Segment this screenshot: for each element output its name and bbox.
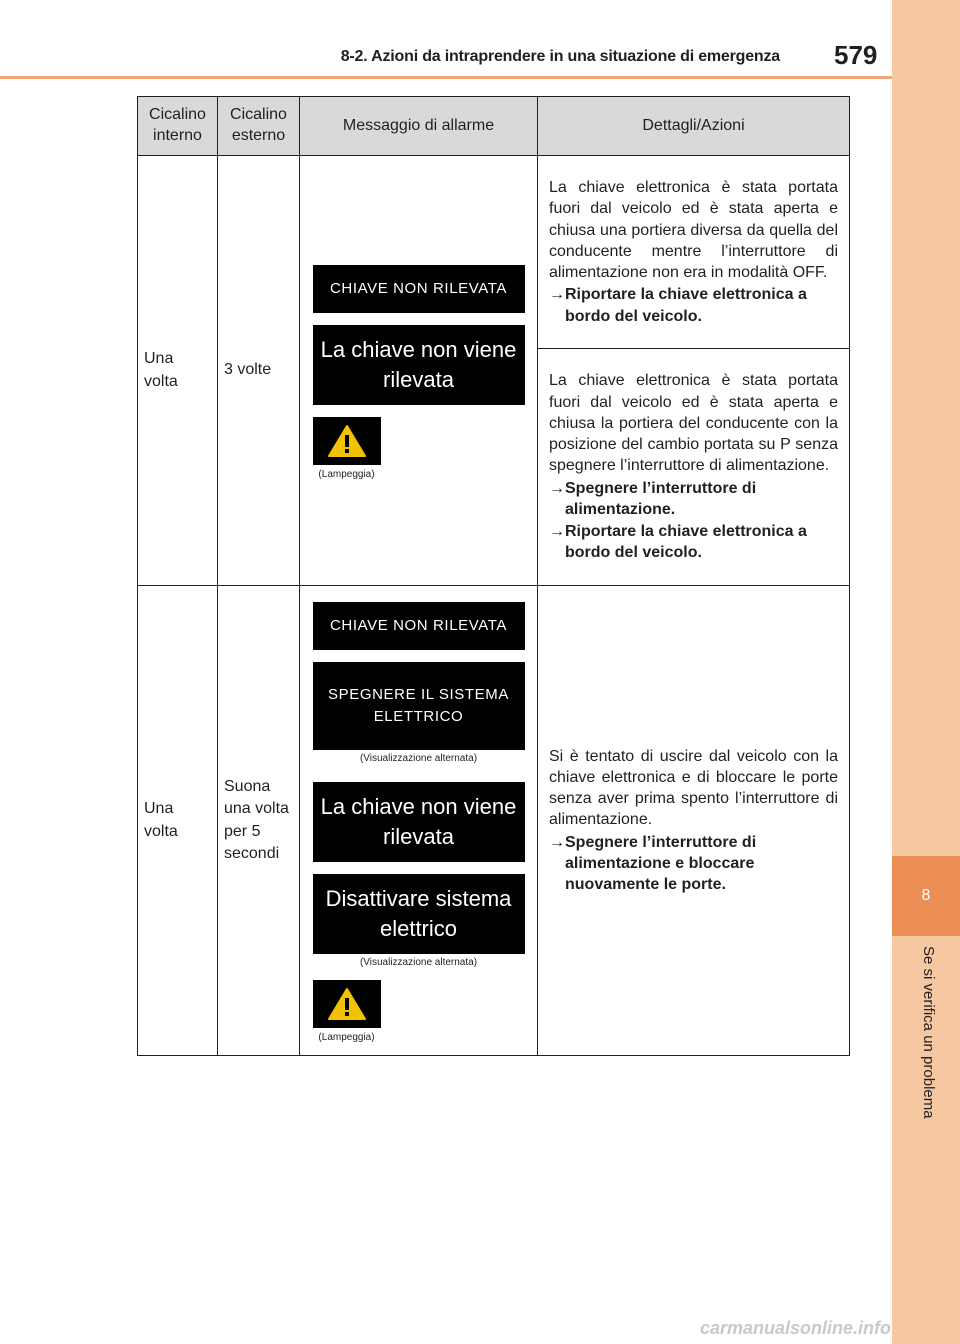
message-cell — [300, 156, 538, 586]
action-item — [549, 478, 838, 521]
blink-caption: (Lampeggia) — [318, 1032, 375, 1043]
col-header-internal: Cicalino interno — [138, 97, 218, 156]
message-cell — [300, 586, 538, 1056]
display-chiave-non-viene-rilevata: La chiave non viene rilevata — [313, 782, 525, 862]
display-spegnere-sistema: SPEGNERE IL SISTEMA ELETTRICO — [313, 662, 525, 750]
detail-text: Si è tentato di uscire dal veicolo con la chiave elettronica e di bloccare le porte senza aver prima spento l’interruttore di alimentazione. — [549, 747, 838, 829]
display-chiave-non-viene-rilevata: La chiave non viene rilevata — [313, 325, 525, 405]
arrow-icon: → — [549, 479, 565, 497]
alternate-display-caption: (Visualizzazione alternata) — [359, 957, 478, 968]
chapter-label: Se si verifica un problema — [920, 946, 937, 1119]
header-title: 8-2. Azioni da intraprendere in una situazione di emergenza — [340, 48, 780, 65]
header-rule — [0, 76, 892, 79]
alarm-table — [137, 96, 850, 1056]
page-number: 579 — [834, 40, 878, 70]
alarm-table-container — [137, 96, 849, 1056]
detail-cell — [538, 156, 850, 349]
internal-buzzer-cell: Una volta — [138, 586, 218, 1056]
warning-triangle-icon — [313, 980, 381, 1028]
col-header-details: Dettagli/Azioni — [538, 97, 850, 156]
table-header-row — [138, 97, 850, 156]
table-row — [138, 156, 850, 349]
col-header-external: Cicalino esterno — [218, 97, 300, 156]
chapter-tab[interactable]: 8 — [892, 856, 960, 936]
external-buzzer-cell: Suona una volta per 5 secondi — [218, 586, 300, 1056]
display-chiave-non-rilevata: CHIAVE NON RILEVATA — [313, 265, 525, 313]
detail-cell — [538, 586, 850, 1056]
arrow-icon: → — [549, 523, 565, 541]
detail-cell — [538, 349, 850, 586]
blink-caption: (Lampeggia) — [318, 469, 375, 480]
display-disattivare-sistema: Disattivare sistema elettrico — [313, 874, 525, 954]
arrow-icon: → — [549, 833, 565, 851]
arrow-icon: → — [549, 286, 565, 304]
action-text: Spegnere l’interruttore di alimentazione. — [565, 479, 757, 518]
action-item — [549, 832, 838, 896]
action-text: Riportare la chiave elettronica a bordo del veicolo. — [565, 523, 807, 562]
action-text: Spegnere l’interruttore di alimentazione e bloccare nuovamente le porte. — [565, 833, 757, 894]
warning-triangle-icon — [313, 417, 381, 465]
detail-text: La chiave elettronica è stata portata fuori dal veicolo ed è stata aperta e chiusa la portiera del conducente con la posizione del cambio portata su P senza spegnere l’interruttore di alimentazione. — [549, 372, 838, 475]
action-text: Riportare la chiave elettronica a bordo del veicolo. — [565, 286, 807, 325]
detail-text: La chiave elettronica è stata portata fuori dal veicolo ed è stata aperta e chiusa una portiera diversa da quella del conducente mentre l’interruttore di alimentazione non era in modalità OFF. — [549, 179, 838, 282]
watermark: carmanualsonline.info — [700, 1318, 892, 1338]
external-buzzer-cell: 3 volte — [218, 156, 300, 586]
action-item — [549, 284, 838, 327]
internal-buzzer-cell: Una volta — [138, 156, 218, 586]
alternate-display-caption: (Visualizzazione alternata) — [359, 753, 478, 764]
display-chiave-non-rilevata: CHIAVE NON RILEVATA — [313, 602, 525, 650]
table-row — [138, 586, 850, 1056]
action-item — [549, 521, 838, 564]
col-header-message: Messaggio di allarme — [300, 97, 538, 156]
